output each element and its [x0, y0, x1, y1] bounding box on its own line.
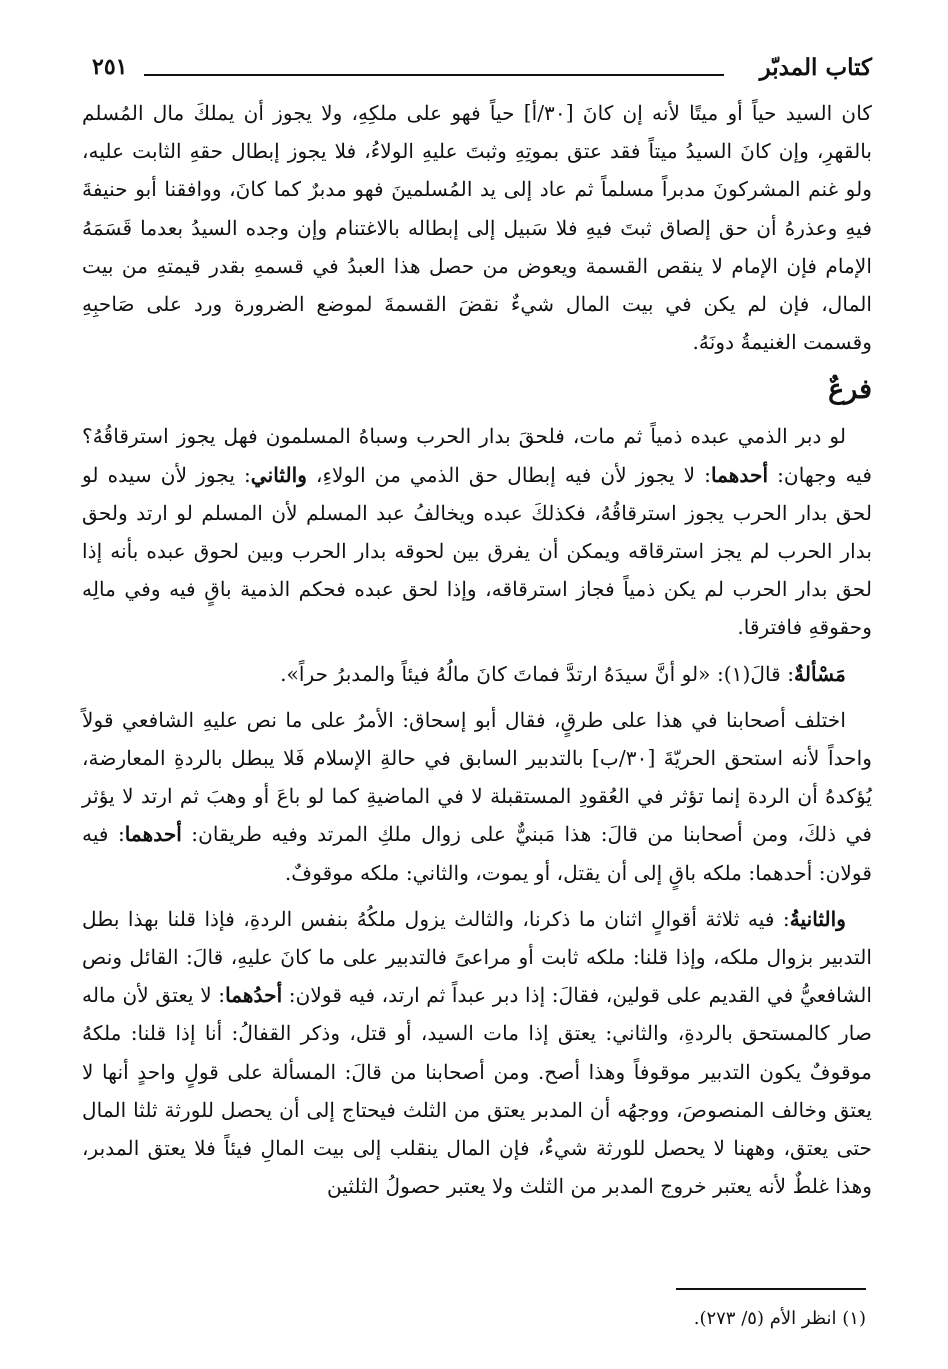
far-bold-ahaduhuma: أحدهما [710, 462, 769, 487]
far-bold-thani: والثاني [250, 462, 307, 487]
book-page [82, 42, 872, 1205]
running-header [82, 42, 872, 94]
thaniya-bold-2: أحدُهما [225, 983, 283, 1008]
far-text-2: : لا يجوز لأن فيه إبطال حق الذمي من الولاءِ، [316, 462, 711, 487]
ikhtalafa-text-1: اختلف أصحابنا في هذا على طرقٍ، فقال أبو إسحاق: الأمرُ على ما نص عليهِ الشافعي قولاً واحداً لأنه استحق الحريّةَ [٣٠/ب] بالتدبير السابق في حالةِ الإسلام فَلا يبطل بالردةِ المعارضة، يُؤكدهُ أن الردة إنما تؤثر في العُقودِ المستقبلة لا في الماضيةِ كما لو باعَ أو وهبَ ثم ارتد لا يؤثر في ذلكَ، ومن أصحابنا من قالَ: هذا مَبنيٌّ على زوال ملكِ المرتد وفيه طريقان: [82, 707, 873, 847]
main-text [82, 94, 872, 1205]
thaniya-text-1: : فيه ثلاثة أقوالٍ اثنان ما ذكرنا، والثالث يزول ملكُهُ بنفس الردةِ، فإذا قلنا بهذا بطل التدبير بزوال ملكه، وإذا قلنا: ملكه ثابت أو مراعىً فالتدبير على ما كانَ عليهِ، قالَ: القائل ونص الشافعيُّ في القديم على قولين، فقالَ: إذا دبر عبداً ثم ارتد، فيه قولان: [82, 906, 872, 1008]
paragraph-thaniya [82, 900, 872, 1206]
far-text-1: لو دبر الذمي عبده ذمياً ثم مات، فلحقَ بدار الحرب وسباهُ المسلمون فهل يجوز استرقاقُهُ؟ فيه وجهان: [82, 424, 873, 487]
thaniya-text-2: : لا يعتق لأن ماله صار كالمستحق بالردةِ، والثاني: يعتق إذا مات السيد، أو قتل، وذكر القفالُ: أنا إذا قلنا: ملكهُ موقوفٌ يكون التدبير موقوفاً وهذا أصح. ومن أصحابنا من قالَ: المسألة على قولٍ واحدٍ أنها لا يعتق وخالف المنصوصَ، ووجهُه أن المدبر يعتق من الثلث فيحتاج إلى أن يحصل للورثة ثلثا المال حتى يعتق، وههنا لا يحصل للورثة شيءٌ، فإن المال ينقلب إلى بيت المالِ فيئاً فلا يعتق المدبر، وهذا غلطٌ لأنه يعتبر خروج المدبر من الثلث ولا يعتبر حصولُ الثلثين [82, 983, 872, 1199]
ikhtalafa-bold: أحدهما [124, 822, 182, 847]
paragraph-ikhtalafa [82, 701, 872, 892]
section-heading-far: فرعٌ [828, 374, 872, 406]
footnote-rule [676, 1288, 866, 1290]
thaniya-bold-1: والثانيةُ [789, 906, 846, 931]
paragraph-far [82, 417, 872, 646]
header-rule [144, 74, 724, 76]
footnote: (١) انظر الأم (٥/ ٢٧٣). [693, 1308, 866, 1329]
paragraph-opening: كان السيد حياً أو ميتًا لأنه إن كانَ [٣٠/أ] حياً فهو على ملكِهِ، ولا يجوز أن يملكَ مال المُسلم بالقهرِ، وإن كانَ السيدُ ميتاً فقد عتق بموتِهِ وثبتَ عليهِ الولاءُ، فلا يجوز إبطال حقهِ الثابت عليه، ولو غنم المشركونَ مدبراً مسلماً ثم عاد إلى يد المُسلمينَ فهو مدبرٌ كما كانَ، ووافقنا أبو حنيفةَ فيهِ وعذرهُ أن حق إلصاق ثبتَ فيهِ فلا سَبيل إلى إبطاله بالاغتنام وإن وجده السيدُ بعدما قَسَمَهُ الإمام فإن الإمام لا ينقص القسمة ويعوض من حصل هذا العبدُ في قسمهِ بقدر قيمتهِ من بيت المال، فإن لم يكن في بيت المال شيءٌ نقضَ القسمةَ لموضع الضرورة ورد على صَاحبِهِ وقسمت الغنيمةُ دونَهُ. [82, 101, 872, 355]
masala-label: مَسْألةٌ [794, 661, 846, 686]
masala-text: : قالَ(١): «لو أنَّ سيدَهُ ارتدَّ فماتَ كانَ مالُهُ فيئاً والمدبرُ حراً». [280, 661, 795, 686]
page-number: ٢٥١ [92, 54, 128, 80]
far-text-3: : يجوز لأن سيده لو لحق بدار الحرب يجوز استرقاقُهُ، فكذلكَ عبده ويخالفُ عبد المسلم لأن المسلم لو ارتد ولحق بدار الحرب لم يجز استرقاقه ويمكن أن يفرق بين لحوقه بدار الحرب وبين لحوق عبده بأنه إذا لحق بدار الحرب لم يكن ذمياً فجاز استرقاقه، وإذا لحق عبده فحكم الذمية باقٍ فيه وفي مالِه وحقوقهِ فافترقا. [82, 462, 872, 640]
chapter-title: كتاب المدبّر [759, 54, 872, 81]
paragraph-masala [82, 655, 872, 693]
ikhtalafa-text-2: : فيه قولان: أحدهما: ملكه باقٍ إلى أن يقتل، أو يموت، والثاني: ملكه موقوفٌ. [82, 822, 872, 885]
